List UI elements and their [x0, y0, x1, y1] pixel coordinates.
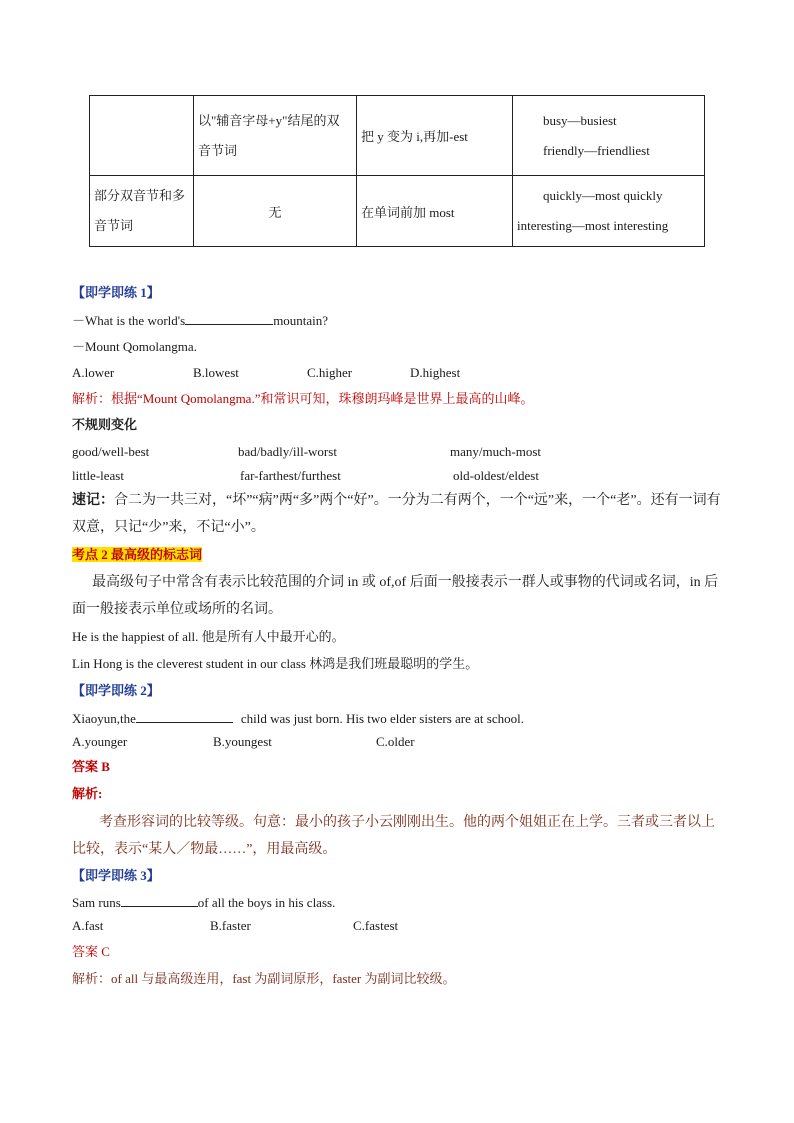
memo — [72, 492, 721, 510]
rule-word-type: 无 — [268, 204, 282, 220]
table-cell — [194, 96, 357, 176]
memo-label: 速记： — [72, 493, 114, 508]
option-a: A.lower — [72, 365, 115, 380]
table-cell — [194, 176, 357, 247]
option-a: A.younger — [72, 734, 128, 749]
question-text: of all the boys in his class. — [197, 895, 336, 910]
table-cell — [513, 176, 705, 247]
irregular-form: bad/badly/ill-worst — [238, 444, 337, 459]
practice-heading: 【即学即练 1】 — [72, 285, 160, 300]
example-sentence: He is the happiest of all. 他是所有人中最开心的。 — [72, 629, 345, 644]
option-d: D.highest — [410, 365, 461, 380]
superlative-rules-table — [89, 95, 705, 247]
example-sentence: Lin Hong is the cleverest student in our class 林鸿是我们班最聪明的学生。 — [72, 656, 479, 671]
option-b: B.faster — [210, 918, 251, 933]
rule-word-type: 以"辅音字母+y"结尾的双音节词 — [198, 112, 340, 158]
answer-blank — [136, 709, 233, 723]
answer: 答案 C — [72, 944, 110, 959]
rule-example: busy—busiest — [543, 112, 617, 128]
point-heading-text: 考点 2 最高级的标志词 — [72, 547, 203, 562]
paragraph: 面一般接表示单位或场所的名词。 — [72, 602, 282, 617]
irregular-form: old-oldest/eldest — [453, 468, 539, 483]
question-text: Sam runs — [72, 895, 121, 910]
question — [72, 709, 524, 728]
rule-example: interesting—most interesting — [517, 218, 669, 233]
question-text: Xiaoyun,the — [72, 711, 136, 726]
answer-line: －Mount Qomolangma. — [72, 339, 197, 354]
table-cell — [90, 176, 194, 247]
memo-text: 双意，只记“少”来，不记“小”。 — [72, 520, 265, 535]
practice-heading: 【即学即练 3】 — [72, 868, 160, 883]
practice-heading: 【即学即练 2】 — [72, 683, 160, 698]
option-c: C.older — [376, 734, 415, 749]
option-b: B.lowest — [193, 365, 239, 380]
table-cell-empty — [90, 96, 194, 176]
question — [72, 893, 335, 912]
rule-method: 在单词前加 most — [361, 204, 455, 220]
table-cell — [357, 176, 513, 247]
paragraph: 最高级句子中常含有表示比较范围的介词 in 或 of,of 后面一般接表示一群人或事物的代词或名词，in 后 — [92, 575, 719, 590]
explanation: 解析：of all 与最高级连用，fast 为副词原形，faster 为副词比较级。 — [72, 971, 456, 986]
explanation: 解析：根据“Mount Qomolangma.”和常识可知，珠穆朗玛峰是世界上最高的山峰。 — [72, 391, 534, 406]
point-heading — [72, 546, 202, 564]
explanation: 考查形容词的比较等级。句意：最小的孩子小云刚刚出生。他的两个姐姐正在上学。三者或三者以上 — [99, 815, 715, 830]
answer: 答案 B — [72, 759, 110, 774]
irregular-form: good/well-best — [72, 444, 150, 459]
question-text: mountain? — [273, 313, 329, 328]
rule-method: 把 y 变为 i,再加-est — [361, 129, 468, 144]
table-row — [90, 176, 705, 247]
irregular-form: many/much-most — [450, 444, 541, 459]
section-heading: 不规则变化 — [72, 417, 138, 432]
explanation: 比较，表示“某人／物最……”，用最高级。 — [72, 842, 337, 857]
memo-text: 合二为一共三对，“坏”“病”两“多”两个“好”。一分为二有两个，一个“远”来，一个“老”。还有一词有 — [114, 493, 721, 508]
answer-blank — [185, 311, 273, 325]
option-b: B.youngest — [213, 734, 272, 749]
irregular-form: far-farthest/furthest — [240, 468, 341, 483]
rule-category: 部分双音节和多音节词 — [94, 188, 186, 233]
explanation-label: 解析: — [72, 786, 103, 801]
rule-example: friendly—friendliest — [543, 142, 650, 158]
table-row — [90, 96, 705, 176]
question — [72, 311, 328, 330]
option-a: A.fast — [72, 918, 104, 933]
table-cell — [513, 96, 705, 176]
question-text: －What is the world's — [72, 313, 186, 328]
option-c: C.fastest — [353, 918, 399, 933]
table-cell — [357, 96, 513, 176]
answer-blank — [121, 893, 198, 907]
option-c: C.higher — [307, 365, 353, 380]
irregular-form: little-least — [72, 468, 124, 483]
question-text: child was just born. His two elder sisters are at school. — [240, 711, 524, 726]
rule-example: quickly—most quickly — [543, 188, 663, 203]
